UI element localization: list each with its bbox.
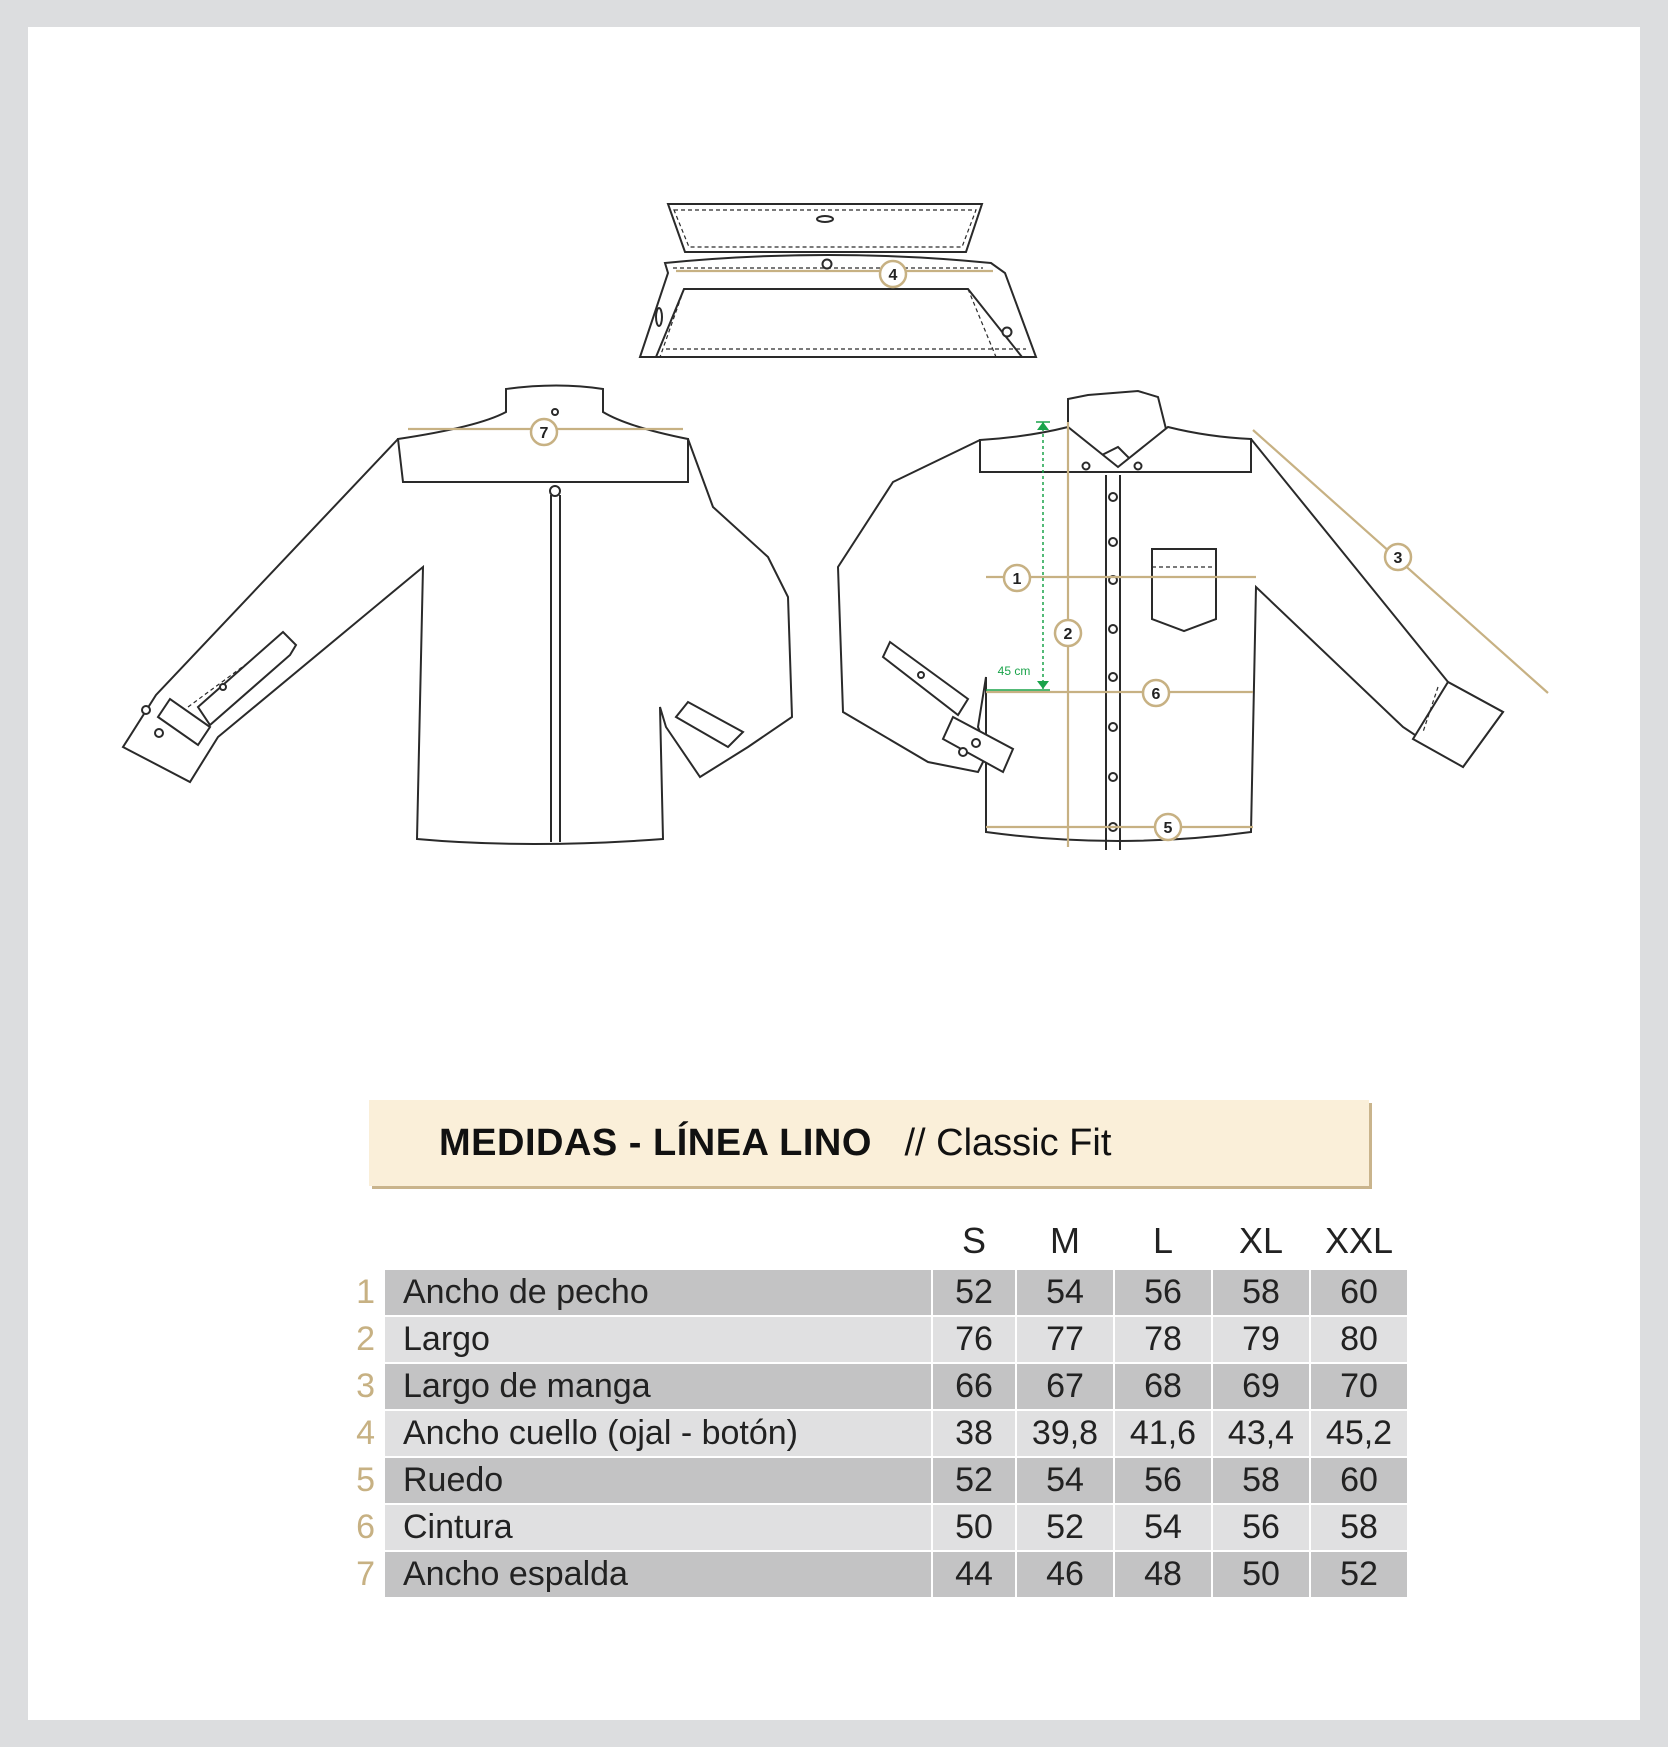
size-header: XL xyxy=(1238,1220,1284,1261)
row-label: Ancho de pecho xyxy=(385,1270,931,1315)
table-row xyxy=(333,1505,1407,1550)
table-row xyxy=(333,1364,1407,1409)
cell-value: 46 xyxy=(1017,1552,1113,1597)
shirt-front-drawing xyxy=(838,391,1503,850)
title-banner xyxy=(369,1100,1369,1186)
marker-6 xyxy=(1143,680,1169,706)
cell-value: 79 xyxy=(1213,1317,1309,1362)
cell-value: 66 xyxy=(933,1364,1015,1409)
cell-value: 54 xyxy=(1017,1270,1113,1315)
marker-4 xyxy=(880,261,906,287)
cell-value: 76 xyxy=(933,1317,1015,1362)
shirt-back-drawing xyxy=(123,386,792,845)
size-header: L xyxy=(1152,1220,1174,1261)
marker-3 xyxy=(1385,544,1411,570)
title-main: MEDIDAS - LÍNEA LINO xyxy=(439,1122,872,1164)
cell-value: 54 xyxy=(1115,1505,1211,1550)
size-table xyxy=(331,1212,1409,1599)
cell-value: 50 xyxy=(933,1505,1015,1550)
svg-text:6: 6 xyxy=(1151,686,1161,703)
cell-value: 52 xyxy=(933,1458,1015,1503)
cell-value: 45,2 xyxy=(1311,1411,1407,1456)
row-label: Largo de manga xyxy=(385,1364,931,1409)
cell-value: 58 xyxy=(1213,1458,1309,1503)
svg-text:2: 2 xyxy=(1063,626,1073,643)
svg-text:5: 5 xyxy=(1163,820,1173,837)
size-header: M xyxy=(1050,1220,1080,1261)
row-number: 7 xyxy=(333,1552,383,1597)
row-number: 5 xyxy=(333,1458,383,1503)
cell-value: 69 xyxy=(1213,1364,1309,1409)
cell-value: 43,4 xyxy=(1213,1411,1309,1456)
cell-value: 50 xyxy=(1213,1552,1309,1597)
shirt-technical-drawing xyxy=(28,27,1640,927)
cell-value: 56 xyxy=(1115,1270,1211,1315)
marker-7 xyxy=(531,419,557,445)
annotation-45cm-label: 45 cm xyxy=(997,664,1031,678)
page-title xyxy=(439,1100,1111,1186)
row-number: 1 xyxy=(333,1270,383,1315)
table-row xyxy=(333,1270,1407,1315)
table-row xyxy=(333,1411,1407,1456)
cell-value: 54 xyxy=(1017,1458,1113,1503)
marker-1 xyxy=(1004,565,1030,591)
cell-value: 68 xyxy=(1115,1364,1211,1409)
cell-value: 56 xyxy=(1115,1458,1211,1503)
cell-value: 67 xyxy=(1017,1364,1113,1409)
row-label: Cintura xyxy=(385,1505,931,1550)
svg-text:3: 3 xyxy=(1393,550,1403,567)
row-number: 4 xyxy=(333,1411,383,1456)
row-number: 2 xyxy=(333,1317,383,1362)
cell-value: 52 xyxy=(1017,1505,1113,1550)
size-header: XXL xyxy=(1324,1220,1394,1261)
svg-text:4: 4 xyxy=(888,267,898,284)
row-label: Ruedo xyxy=(385,1458,931,1503)
svg-text:7: 7 xyxy=(539,425,549,442)
cell-value: 60 xyxy=(1311,1458,1407,1503)
collar-drawing xyxy=(640,204,1036,357)
cell-value: 58 xyxy=(1213,1270,1309,1315)
row-number: 3 xyxy=(333,1364,383,1409)
svg-text:1: 1 xyxy=(1012,571,1022,588)
table-row xyxy=(333,1317,1407,1362)
cell-value: 80 xyxy=(1311,1317,1407,1362)
marker-2 xyxy=(1055,620,1081,646)
cell-value: 56 xyxy=(1213,1505,1309,1550)
cell-value: 78 xyxy=(1115,1317,1211,1362)
row-label: Ancho cuello (ojal - botón) xyxy=(385,1411,931,1456)
title-sub: // Classic Fit xyxy=(904,1122,1112,1164)
cell-value: 38 xyxy=(933,1411,1015,1456)
cell-value: 52 xyxy=(933,1270,1015,1315)
cell-value: 39,8 xyxy=(1017,1411,1113,1456)
size-guide-sheet xyxy=(28,27,1640,1720)
table-row xyxy=(333,1552,1407,1597)
cell-value: 41,6 xyxy=(1115,1411,1211,1456)
cell-value: 44 xyxy=(933,1552,1015,1597)
cell-value: 48 xyxy=(1115,1552,1211,1597)
cell-value: 58 xyxy=(1311,1505,1407,1550)
marker-5 xyxy=(1155,814,1181,840)
size-header-row xyxy=(333,1214,1407,1268)
row-label: Largo xyxy=(385,1317,931,1362)
row-label: Ancho espalda xyxy=(385,1552,931,1597)
cell-value: 70 xyxy=(1311,1364,1407,1409)
cell-value: 77 xyxy=(1017,1317,1113,1362)
cell-value: 52 xyxy=(1311,1552,1407,1597)
row-number: 6 xyxy=(333,1505,383,1550)
size-header: S xyxy=(961,1220,986,1261)
cell-value: 60 xyxy=(1311,1270,1407,1315)
table-row xyxy=(333,1458,1407,1503)
